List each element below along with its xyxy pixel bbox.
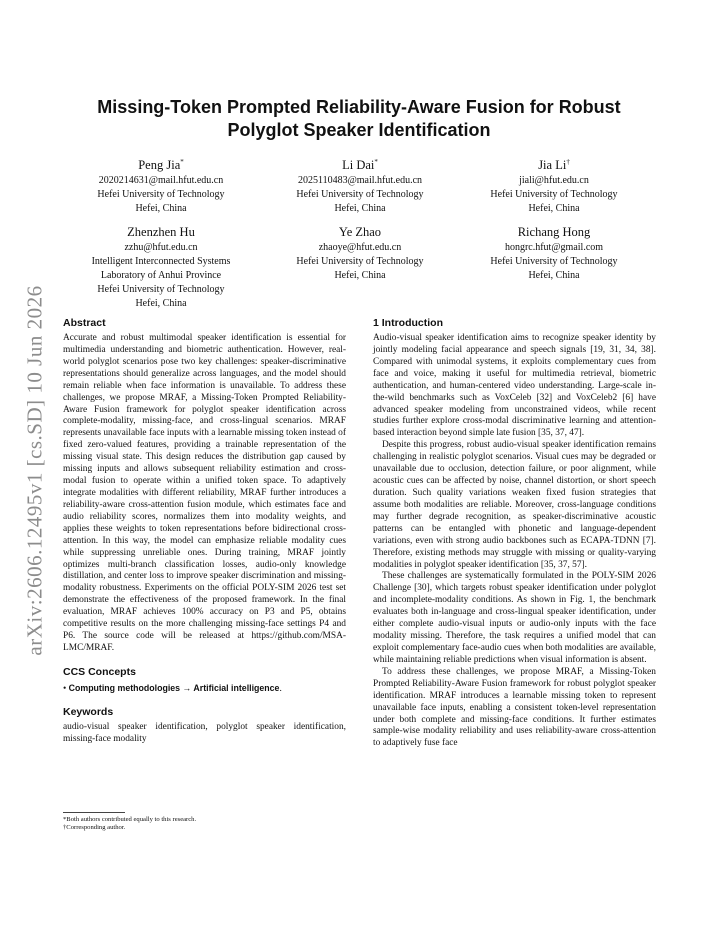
ccs-heading: CCS Concepts: [63, 665, 136, 678]
author-location: Hefei, China: [528, 203, 580, 215]
author-affiliation: Hefei University of Technology: [490, 256, 618, 268]
author-email: jiali@hfut.edu.cn: [519, 175, 589, 187]
author-affiliation: Laboratory of Anhui Province: [100, 270, 222, 282]
arxiv-identifier: arXiv:2606.12495v1 [cs.SD] 10 Jun 2026: [22, 284, 47, 656]
footnote-corresponding: †Corresponding author.: [63, 824, 126, 831]
right-column: [373, 316, 656, 750]
author-email: zhaoye@hfut.edu.cn: [318, 242, 402, 254]
introduction-heading: 1 Introduction: [373, 317, 443, 329]
footnote-equal-contribution: *Both authors contributed equally to this research.: [63, 816, 197, 823]
author-block: [449, 221, 659, 283]
footnote-rule: [63, 812, 125, 813]
intro-paragraph: Audio-visual speaker identification aims to recognize speaker identity by jointly modeling facial appearance and speech signals [19, 31, 34, 38]. Compared with unimodal systems, it exploits complementary cues from face and voice, making it useful for multimedia retrieval, biometric authentication, and human-centered video understanding. Large-scale in-the-wild benchmarks such as VoxCeleb [32] and VoxCeleb2 [6] have advanced speaker modeling from unconstrained videos, while recent studies further explore cross-modal discriminative learning and attention-based interaction beyond simple late fusion [35, 37, 47].: [373, 333, 656, 439]
author-name: Li Dai: [342, 158, 375, 173]
author-mark: *: [180, 158, 184, 166]
author-block: [255, 154, 465, 216]
intro-paragraph: To address these challenges, we propose MRAF, a Missing-Token Prompted Reliability-Aware Fusion framework for robust polyglot speaker identification. MRAF introduces a learnable missing token to represent unavailable face inputs, enabling a consistent token-level representation under both complete and missing-face conditions. It further estimates sample-wise modality reliability and uses reliability-aware cross-attention to adaptively fuse face: [373, 666, 656, 749]
intro-paragraph: Despite this progress, robust audio-visual speaker identification remains challenging in realistic polyglot scenarios. Visual cues may be degraded or unavailable due to occlusion, detection failure, or poor alignment, while acoustic cues can be affected by noise, channel distortion, or short speech duration. Such quality variations weaken fixed fusion strategies that assume both modalities are reliable. Moreover, cross-language conditions may further degrade recognition, as speaker-discriminative acoustic patterns can be entangled with phonetic and language-dependent variations, even with strong audio backbones such as ECAPA-TDNN [7]. Therefore, existing methods may struggle with missing or quality-varying modalities in polyglot speaker identification [35, 37, 57].: [373, 440, 656, 570]
author-mark: †: [566, 158, 570, 166]
footnotes: [63, 812, 346, 832]
author-location: Hefei, China: [135, 298, 187, 310]
author-name: Ye Zhao: [338, 225, 382, 240]
author-name: Zhenzhen Hu: [127, 225, 195, 240]
author-location: Hefei, China: [135, 203, 187, 215]
author-block: [56, 154, 266, 216]
abstract-heading: Abstract: [63, 317, 106, 329]
keywords-heading: Keywords: [63, 705, 114, 718]
author-name: Jia Li: [538, 158, 567, 173]
author-affiliation: Hefei University of Technology: [296, 189, 424, 201]
author-affiliation: Hefei University of Technology: [97, 284, 225, 296]
author-location: Hefei, China: [334, 203, 386, 215]
ccs-period: .: [279, 683, 282, 694]
author-location: Hefei, China: [528, 270, 580, 282]
author-email: hongrc.hfut@gmail.com: [504, 242, 604, 254]
keywords-text: audio-visual speaker identification, polyglot speaker identification, missing-face modality: [63, 721, 346, 744]
author-affiliation: Hefei University of Technology: [490, 189, 618, 201]
ccs-concept: [63, 682, 346, 695]
author-mark: *: [374, 158, 378, 166]
author-block: [255, 221, 465, 283]
author-name: Richang Hong: [517, 225, 591, 240]
paper-title: Missing-Token Prompted Reliability-Aware Fusion for Robust Polyglot Speaker Identification: [97, 97, 621, 140]
left-column: [63, 316, 346, 746]
author-affiliation: Intelligent Interconnected Systems: [91, 256, 231, 268]
intro-paragraph: These challenges are systematically formulated in the POLY-SIM 2026 Challenge [30], which targets robust speaker identification under polyglot and incomplete-modality conditions. As shown in Fig. 1, the benchmark evaluates both in-language and cross-lingual speaker identification, under either complete audio-visual inputs or audio-only inputs with the face modality missing. Therefore, the task requires a unified model that can exploit complementary face-audio cues when both modalities are available, while maintaining reliable predictions when visual information is absent.: [373, 571, 656, 665]
author-name: Peng Jia: [138, 158, 181, 173]
author-location: Hefei, China: [334, 270, 386, 282]
author-block: [449, 154, 659, 216]
ccs-bullet: •: [63, 683, 67, 694]
author-email: 2025110483@mail.hfut.edu.cn: [297, 175, 423, 187]
author-email: 2020214631@mail.hfut.edu.cn: [98, 175, 224, 187]
author-block: [56, 221, 266, 311]
abstract-text: Accurate and robust multimodal speaker identification is essential for multimedia understanding and biometric authentication. However, real-world polyglot scenarios pose two key challenges: speaker-discriminative representations should generalize across languages, and the model should remain reliable when face information is unavailable. To address these challenges, we propose MRAF, a Missing-Token Prompted Reliability-Aware Fusion framework for polyglot speaker identification across complete-modality, missing-face, and cross-lingual scenarios. MRAF represents unavailable face inputs with a learnable missing token instead of fixed zero-valued features, providing a trainable representation of the missing visual state. This design reduces the distribution gap caused by missing inputs and allows subsequent reliability estimation and cross-modal fusion to operate within a unified token space. To adaptively integrate modalities with different reliability, MRAF further introduces a reliability-aware cross-attention fusion module, which estimates face and audio reliability scores, normalizes them into modality weights, and applies these weights to token representations before bidirectional cross-attention. In this way, the model can emphasize reliable modality cues while suppressing unreliable ones. During training, MRAF jointly optimizes multi-branch classification losses, audio-only knowledge distillation, and center loss to improve speaker discrimination and missing-modality robustness. Experiments on the official POLY-SIM 2026 test set demonstrate the effectiveness of the proposed framework. In the final evaluation, MRAF achieves 100% accuracy on P3 and P5, obtains competitive results on the more challenging missing-face settings P4 and P6. The source code will be released at https://github.com/MSA-LMC/MRAF.: [63, 333, 346, 653]
ccs-concept-label: Computing methodologies → Artificial intelligence: [68, 682, 280, 693]
author-affiliation: Hefei University of Technology: [296, 256, 424, 268]
arxiv-sidebar-stamp: [4, 250, 66, 690]
author-affiliation: Hefei University of Technology: [97, 189, 225, 201]
author-email: zzhu@hfut.edu.cn: [124, 242, 198, 254]
